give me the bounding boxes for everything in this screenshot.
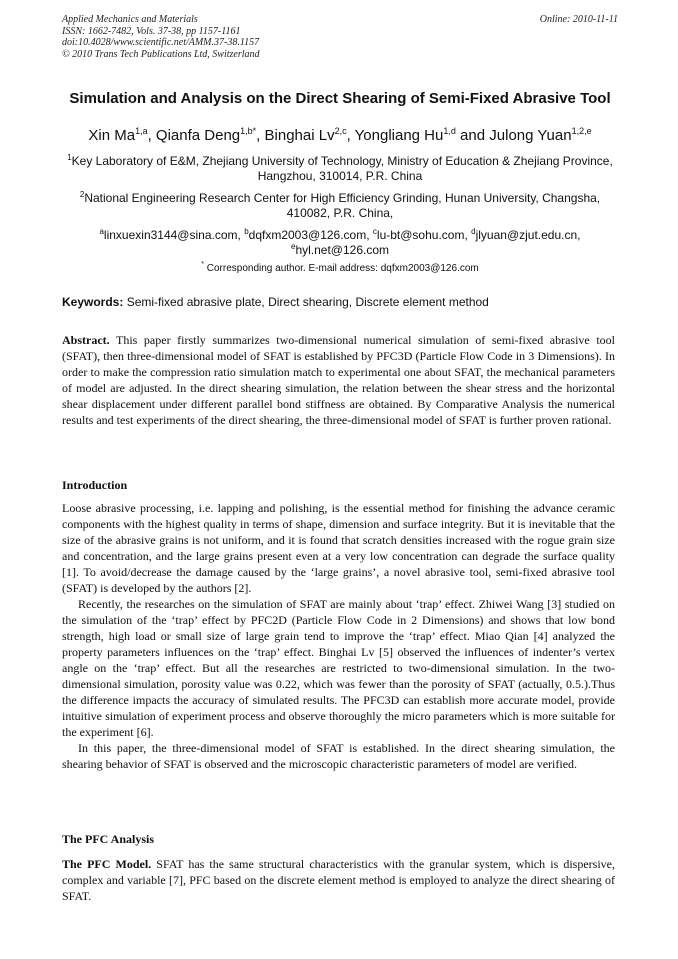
- pfc-model-paragraph: [62, 856, 615, 904]
- abstract-text: This paper firstly summarizes two-dimensional numerical simulation of semi-fixed abrasive tool (SFAT), then three-dimensional model of SFAT is established by PFC3D (Particle Flow Code in 3 Dimensions). In order to make the compression ratio simulation match to experimental one about SFAT, the mechanical parameters of model are adjusted. In the direct shearing simulation, the relation between the shear stress and the horizontal shear displacement under different parallel bond stiffness are obtained. By Comparative Analysis the numerical results and test experiments of the direct shearing, the three-dimensional model of SFAT is further proven rational.: [62, 333, 615, 427]
- introduction-body: [62, 500, 615, 772]
- online-date: Online: 2010-11-11: [539, 14, 618, 25]
- author: Julong Yuan$^{1,2,e}$: [489, 126, 592, 144]
- issn-line: ISSN: 1662-7482, Vols. 37-38, pp 1157-1161: [62, 25, 241, 37]
- paper-title: Simulation and Analysis on the Direct Shearing of Semi-Fixed Abrasive Tool: [69, 90, 611, 107]
- email: $^c$lu-bt@sohu.com,: [372, 227, 472, 242]
- journal-header: [62, 14, 618, 60]
- keywords-label: Keywords:: [62, 295, 124, 309]
- author: Qianfa Deng$^{1,b*}$,: [155, 126, 265, 144]
- author: Binghai Lv$^{2,c}$,: [264, 126, 355, 144]
- email: $^e$hyl.net@126.com: [290, 242, 389, 257]
- paragraph: Loose abrasive processing, i.e. lapping and polishing, is the essential method for finishing the advance ceramic components with the highest quality in terms of shape, dimension and surface integrity. But it is inevitable that the size of the abrasive grains is not uniform, and it is found that scratch densities increased with the rogue grain size and concentration, and the large grains present even at a very low concentration can degrade the surface quality [1]. To avoid/decrease the damage caused by the ‘large grains’, a novel abrasive tool, semi-fixed abrasive tool (SFAT) is developed by the authors [2].: [62, 501, 615, 595]
- journal-name: Applied Mechanics and Materials: [62, 14, 198, 25]
- doi-line: doi:10.4028/www.scientific.net/AMM.37-38.1157: [62, 37, 260, 48]
- abstract: [62, 332, 615, 428]
- paragraph: Recently, the researches on the simulation of SFAT are mainly about ‘trap’ effect. Zhiwei Wang [3] studied on the simulation of the ‘trap’ effect by PFC2D (Particle Flow Code in 2 Dimensions) and shows that low bond strength, high load or small size of large grain tend to improve the ‘trap’ effect. Miao Qian [4] analyzed the property parameters influences on the ‘trap’ effect. Binghai Lv [5] observed the influences of indenter’s vertex angle on the ‘trap’ effect. But all the researches are restricted to two-dimensional simulation. In the two-dimensional simulation, porosity value was 0.22, which was fewer than the porosity of SFAT (actually, 0.5.).Thus the difference impacts the accuracy of simulated results. The PFC3D can establish more accurate model, provide intuitive simulation of experiment process and observe thoroughly the micro parameters which is more suitable for the experiment [6].: [62, 597, 615, 739]
- pfc-model-text: SFAT has the same structural characteristics with the granular system, which is dispersive, complex and variable [7], PFC based on the discrete element method is employed to analyze the direct shearing of SFAT.: [62, 857, 615, 903]
- keywords: [62, 295, 618, 309]
- keywords-text: Semi-fixed abrasive plate, Direct shearing, Discrete element method: [123, 295, 489, 309]
- pfc-model-label: The PFC Model.: [62, 857, 152, 871]
- affiliation-1: $^1$Key Laboratory of E&M, Zhejiang University of Technology, Ministry of Education & Zhejiang Province, Hangzhou, 310014, P.R. China: [67, 153, 613, 183]
- section-heading-pfc-analysis: The PFC Analysis: [62, 832, 155, 846]
- section-heading-introduction: Introduction: [62, 478, 128, 492]
- author-list: [62, 126, 618, 146]
- email: $^b$dqfxm2003@126.com,: [244, 227, 373, 242]
- corresponding-author: * Corresponding author. E-mail address: dqfxm2003@126.com: [201, 261, 479, 274]
- affiliation-2: $^2$National Engineering Research Center for High Efficiency Grinding, Hunan University, Changsha, 410082, P.R. China,: [79, 190, 601, 220]
- email: $^a$linxuexin3144@sina.com,: [99, 227, 245, 242]
- author: Xin Ma$^{1,a}$,: [88, 126, 156, 144]
- author: Yongliang Hu$^{1,d}$ and: [354, 126, 490, 144]
- email-list: [62, 228, 618, 258]
- email: $^d$jlyuan@zjut.edu.cn,: [471, 227, 581, 242]
- copyright-line: © 2010 Trans Tech Publications Ltd, Switzerland: [62, 48, 260, 60]
- abstract-label: Abstract.: [62, 333, 110, 347]
- paragraph: In this paper, the three-dimensional model of SFAT is established. In the direct shearing simulation, the shearing behavior of SFAT is observed and the microscopic characteristic parameters of model are verified.: [62, 741, 615, 771]
